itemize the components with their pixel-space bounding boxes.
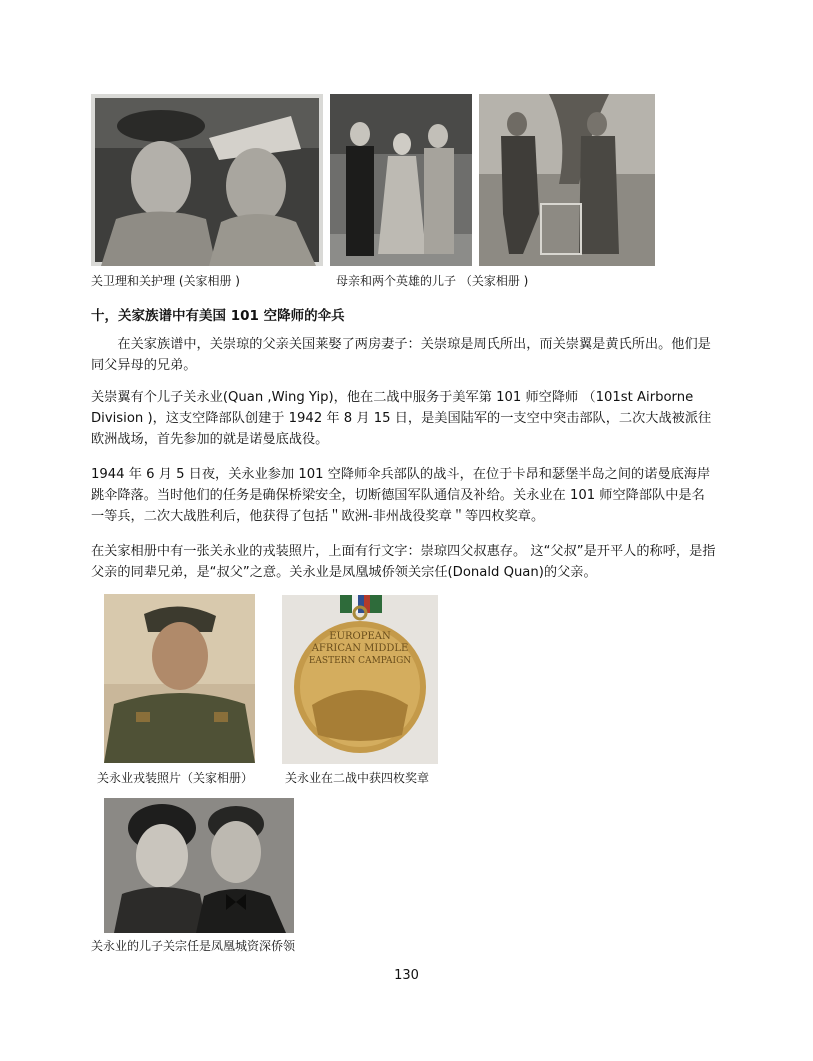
mother-sons-photo-image xyxy=(330,94,472,266)
page-number: 130 xyxy=(394,968,419,983)
paragraph-2: 关崇翼有个儿子关永业(Quan ,Wing Yip)，他在二战中服务于美军第 101 师空降师 （101st Airborne Division )，这支空降部队创建于 1942 年 8 月 15 日，是美国陆军的一支空中突击部队，二次大战被派往欧洲战场，首先参加的就是诺曼底战役。 xyxy=(91,390,712,447)
medal-photo xyxy=(282,595,438,764)
mother-sons-photo xyxy=(330,94,472,266)
medal-inscription-1: EUROPEAN xyxy=(329,631,391,642)
medal-photo-image xyxy=(282,595,438,764)
soldiers-outdoor-photo xyxy=(479,94,655,266)
brothers-photo-image xyxy=(91,94,323,266)
couple-photo xyxy=(104,798,294,933)
mother-sons-caption: 母亲和两个英雄的儿子 （关家相册 ) xyxy=(336,274,529,288)
medal-inscription-3: EASTERN CAMPAIGN xyxy=(308,656,412,666)
paragraph-4: 在关家相册中有一张关永业的戎装照片，上面有行文字：崇琼四父叔惠存。 这“父叔”是开平人的称呼，是指父亲的同辈兄弟，是“叔父”之意。关永业是凤凰城侨领关宗任(Donald Quan)的父亲。 xyxy=(91,544,716,580)
brothers-photo xyxy=(91,94,323,266)
couple-caption: 关永业的儿子关宗任是凤凰城资深侨领 xyxy=(91,939,296,953)
medal-caption: 关永业在二战中获四枚奖章 xyxy=(285,771,430,785)
medal-inscription-2: AFRICAN MIDDLE xyxy=(311,643,409,654)
uniform-caption: 关永业戎装照片（关家相册） xyxy=(97,771,254,785)
paragraph-3: 1944 年 6 月 5 日夜，关永业参加 101 空降师伞兵部队的战斗，在位于卡昂和瑟堡半岛之间的诺曼底海岸跳伞降落。当时他们的任务是确保桥梁安全，切断德国军队通信及补给。关永业在 101 师空降部队中是名一等兵，二次大战胜利后，他获得了包括＂欧洲-非州战役奖章＂等四枚奖章。 xyxy=(91,467,711,524)
paragraph-1: 在关家族谱中，关崇琼的父亲关国莱娶了两房妻子：关崇琼是周氏所出，而关崇翼是黄氏所出。他们是同父异母的兄弟。 xyxy=(91,337,711,373)
couple-photo-image xyxy=(104,798,294,933)
brothers-caption: 关卫理和关护理 (关家相册 ) xyxy=(91,274,240,288)
section-heading: 十，关家族谱中有美国 101 空降师的伞兵 xyxy=(91,308,345,324)
uniform-photo xyxy=(104,594,255,763)
soldiers-outdoor-photo-image xyxy=(479,94,655,266)
uniform-photo-image xyxy=(104,594,255,763)
